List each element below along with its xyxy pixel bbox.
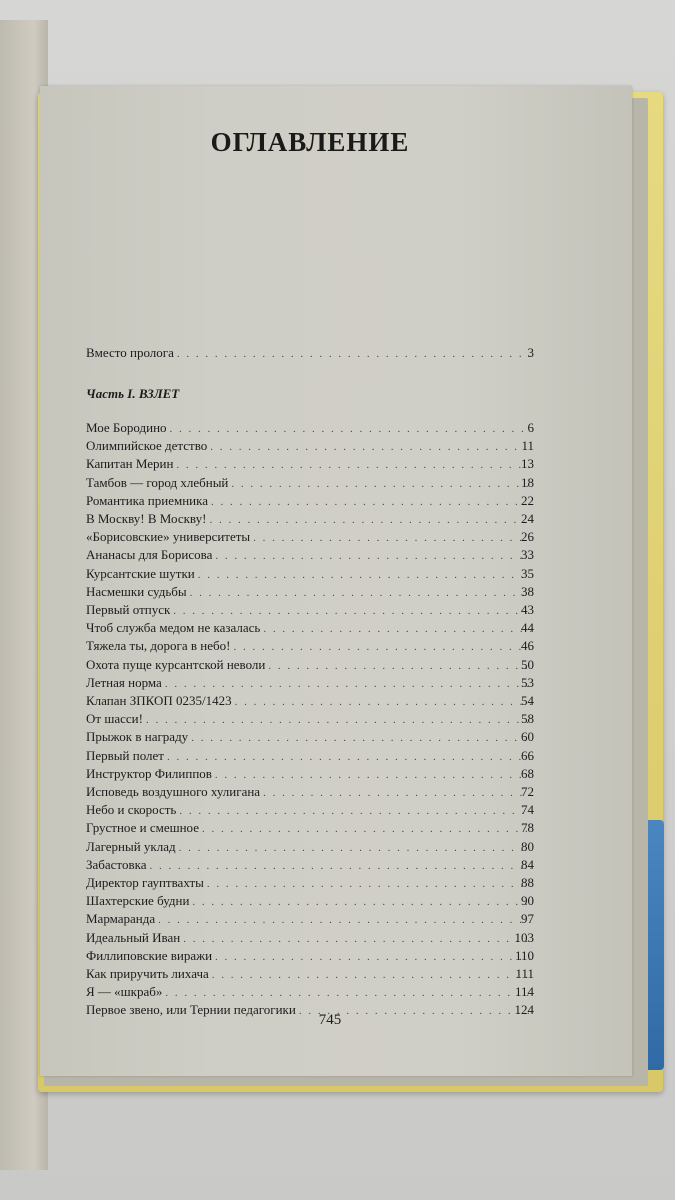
toc-entry [86, 493, 534, 512]
toc-entry-title: Охота пуще курсантской неволи [86, 657, 266, 672]
toc-entry [86, 511, 534, 530]
dot-leader [191, 732, 531, 744]
toc-entry-title: От шасси! [86, 711, 143, 726]
toc-entry [86, 456, 534, 475]
toc-entry [86, 657, 534, 676]
toc-entry-page: 66 [521, 748, 534, 763]
toc-entry-title: Насмешки судьбы [86, 584, 187, 599]
toc-entry [86, 420, 534, 439]
toc-entry-title: Мармаранда [86, 911, 156, 926]
toc-entry-title: Летная норма [86, 675, 162, 690]
toc-entry-page: 74 [521, 802, 534, 817]
toc-entry-title: Шахтерские будни [86, 893, 190, 908]
dot-leader [177, 348, 531, 360]
toc-entry-page: 3 [527, 345, 534, 360]
dot-leader [233, 641, 531, 653]
toc-entry-title: В Москву! В Москву! [86, 511, 207, 526]
dot-leader [165, 987, 531, 999]
dot-leader [211, 496, 531, 508]
toc-entry-title: Грустное и смешное [86, 820, 199, 835]
toc-entry [86, 857, 534, 876]
dot-leader [215, 769, 531, 781]
section-heading: Часть I. ВЗЛЕТ [86, 386, 180, 401]
toc-entry-title: Я — «шкраб» [86, 984, 163, 999]
dot-leader [198, 569, 531, 581]
page-number: 745 [318, 1012, 342, 1028]
toc-entry-page: 6 [527, 420, 534, 435]
toc-entry [86, 948, 534, 967]
toc-entry [86, 584, 534, 603]
dot-leader [210, 441, 531, 453]
dot-leader [173, 605, 531, 617]
dot-leader [192, 896, 531, 908]
toc-entry-title: Тяжела ты, дорога в небо! [86, 638, 231, 653]
dot-leader [215, 951, 531, 963]
toc-entry-title: Чтоб служба медом не казалась [86, 620, 261, 635]
toc-entry [86, 748, 534, 767]
toc-entry-page: 50 [521, 657, 534, 672]
toc-entry-title: Инструктор Филиппов [86, 766, 212, 781]
toc-entry-page: 53 [521, 675, 534, 690]
dot-leader [253, 532, 531, 544]
toc-entry-page: 58 [521, 711, 534, 726]
dot-leader [235, 696, 531, 708]
toc-entry-page: 43 [521, 602, 534, 617]
toc-entry-title: Филлиповские виражи [86, 948, 213, 963]
toc-entry-title: Лагерный уклад [86, 839, 176, 854]
toc-entry-page: 88 [521, 875, 534, 890]
toc-entry-page: 11 [521, 438, 534, 453]
toc-entry-page: 110 [514, 948, 534, 963]
toc-entry [86, 766, 534, 785]
dot-leader [158, 914, 531, 926]
toc-entry-page: 46 [521, 638, 534, 653]
toc-entry-title: Забастовка [86, 857, 147, 872]
toc-entry [86, 784, 534, 803]
toc-entry-page: 13 [521, 456, 534, 471]
toc-entry-page: 35 [521, 566, 534, 581]
toc-entry [86, 984, 534, 1003]
dot-leader [176, 459, 531, 471]
toc-entry-title: Прыжок в награду [86, 729, 189, 744]
dot-leader [202, 823, 531, 835]
toc-entry-page: 60 [521, 729, 534, 744]
dot-leader [167, 751, 531, 763]
toc-entry-page: 68 [521, 766, 534, 781]
toc-entry-page: 80 [521, 839, 534, 854]
dot-leader [209, 514, 531, 526]
dot-leader [165, 678, 531, 690]
toc-entry-title: «Борисовские» университеты [86, 529, 251, 544]
toc-entry-title: Мое Бородино [86, 420, 167, 435]
toc-entry [86, 475, 534, 494]
dot-leader [179, 805, 531, 817]
dot-leader [190, 587, 531, 599]
toc-entry [86, 875, 534, 894]
toc-entry-title: Идеальный Иван [86, 930, 181, 945]
toc-entry-page: 26 [521, 529, 534, 544]
toc-entry [86, 729, 534, 748]
dot-leader [170, 423, 531, 435]
dot-leader [146, 714, 531, 726]
toc-entry [86, 566, 534, 585]
toc-entry-title: Первое звено, или Тернии педагогики [86, 1002, 296, 1017]
toc-entry [86, 693, 534, 712]
dot-leader [268, 660, 531, 672]
toc-entry-page: 24 [521, 511, 534, 526]
dot-leader [263, 623, 531, 635]
toc-entry-prologue [86, 345, 534, 364]
toc-entry [86, 893, 534, 912]
toc-entry-page: 124 [514, 1002, 534, 1017]
toc-entry-page: 22 [521, 493, 534, 508]
dot-leader [179, 842, 531, 854]
toc-entry [86, 675, 534, 694]
toc-entry [86, 711, 534, 730]
toc-entry-title: Как приручить лихача [86, 966, 209, 981]
dot-leader [183, 933, 531, 945]
toc-entry-page: 54 [521, 693, 534, 708]
toc-entry-page: 33 [521, 547, 534, 562]
toc-entry [86, 839, 534, 858]
toc-entry [86, 438, 534, 457]
toc-entry-title: Первый отпуск [86, 602, 171, 617]
toc-entry-title: Ананасы для Борисова [86, 547, 213, 562]
page-title: ОГЛАВЛЕНИЕ [210, 127, 410, 157]
toc-entry-title: Директор гауптвахты [86, 875, 204, 890]
toc-entry-title: Клапан ЗПКОП 0235/1423 [86, 693, 232, 708]
toc-entry-title: Вместо пролога [86, 345, 174, 360]
toc-entry-page: 114 [514, 984, 534, 999]
toc-entry [86, 547, 534, 566]
toc-entry [86, 966, 534, 985]
toc-entry-title: Курсантские шутки [86, 566, 195, 581]
toc-entry [86, 620, 534, 639]
toc-entry-title: Исповедь воздушного хулигана [86, 784, 261, 799]
toc-entry [86, 602, 534, 621]
toc-entry-page: 84 [521, 857, 534, 872]
toc-entry-page: 18 [521, 475, 534, 490]
toc-entry-page: 90 [521, 893, 534, 908]
toc-entry-page: 72 [521, 784, 534, 799]
toc-entry-title: Тамбов — город хлебный [86, 475, 229, 490]
dot-leader [149, 860, 531, 872]
toc-entry [86, 529, 534, 548]
toc-entry [86, 930, 534, 949]
toc-entry [86, 820, 534, 839]
toc-entry-page: 44 [521, 620, 534, 635]
toc-entry-page: 111 [515, 966, 534, 981]
dot-leader [212, 969, 531, 981]
toc-entry-title: Романтика приемника [86, 493, 209, 508]
dot-leader [263, 787, 531, 799]
toc-entry [86, 911, 534, 930]
toc-entry-page: 38 [521, 584, 534, 599]
dot-leader [207, 878, 531, 890]
dot-leader [215, 550, 531, 562]
toc-entry [86, 802, 534, 821]
toc-entry-page: 103 [514, 930, 534, 945]
toc-entry [86, 638, 534, 657]
dot-leader [231, 478, 531, 490]
toc-entry-title: Олимпийское детство [86, 438, 208, 453]
toc-entry-page: 97 [521, 911, 534, 926]
toc-entry-title: Капитан Мерин [86, 456, 174, 471]
toc-entry-title: Небо и скорость [86, 802, 177, 817]
toc-entry-title: Первый полет [86, 748, 164, 763]
toc-entry-page: 78 [521, 820, 534, 835]
